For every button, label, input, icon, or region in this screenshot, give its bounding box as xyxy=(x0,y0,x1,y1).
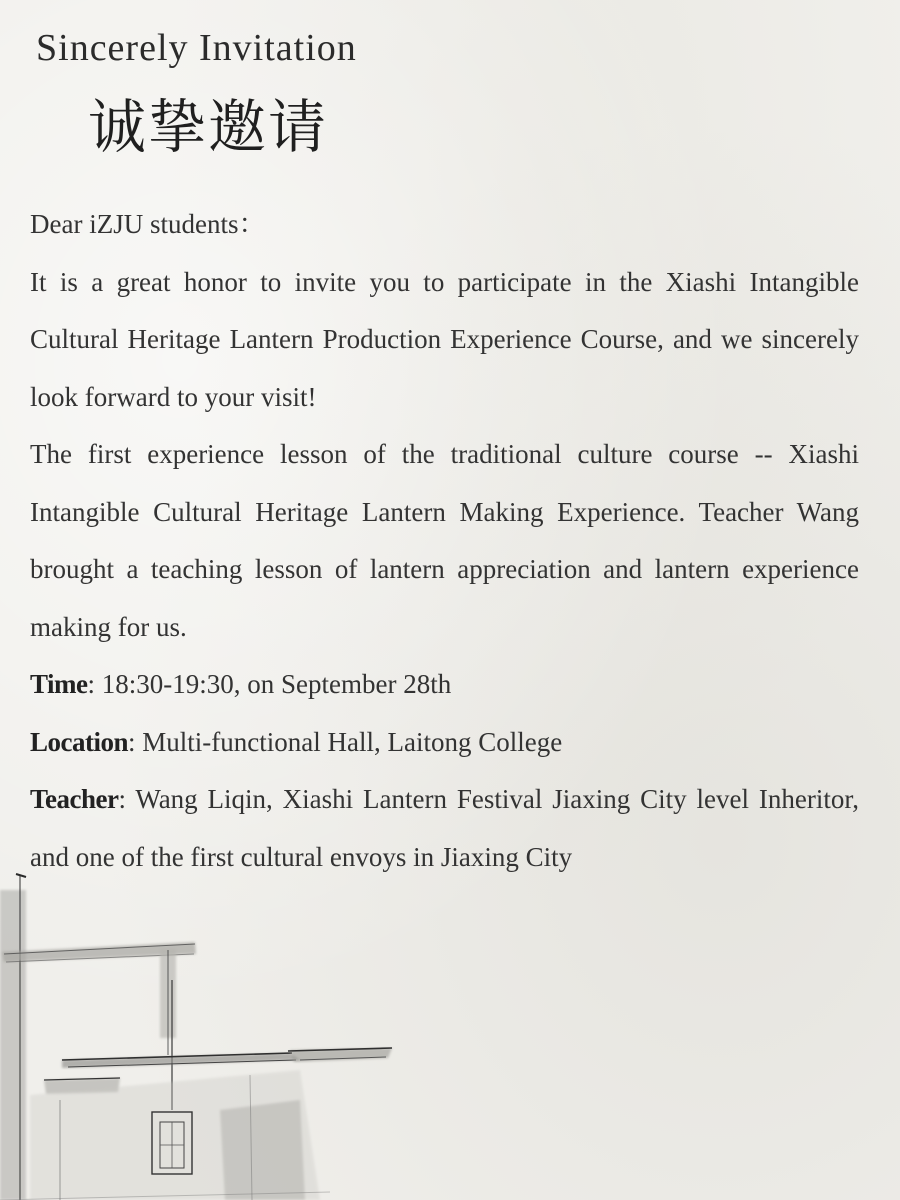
greeting: Dear iZJU students： xyxy=(30,209,266,239)
page-title-chinese: 诚挚邀请 xyxy=(88,93,329,161)
intro-paragraph: It is a great honor to invite you to participate in the Xiashi Intangible Cultural Heritage Lantern Production Experience Course, and we sincerely look forward to your visit! xyxy=(30,266,859,412)
time-line xyxy=(30,656,859,714)
time-value: : 18:30-19:30, on September 28th xyxy=(87,669,452,699)
ink-architecture-illustration xyxy=(0,870,420,1200)
teacher-line xyxy=(30,771,859,886)
location-value: : Multi-functional Hall, Laitong College xyxy=(128,726,563,757)
invitation-letter xyxy=(30,196,859,886)
location-label: Location xyxy=(30,726,129,757)
location-line xyxy=(30,714,859,772)
page-title-english: Sincerely Invitation xyxy=(36,27,357,69)
teacher-label: Teacher xyxy=(30,784,119,814)
course-paragraph: The first experience lesson of the traditional culture course -- Xiashi Intangible Cultural Heritage Lantern Making Experience. Teacher Wang brought a teaching lesson of lantern appreciation and lantern experience making for us. xyxy=(30,439,859,642)
teacher-value: : Wang Liqin, Xiashi Lantern Festival Jiaxing City level Inheritor, and one of the first cultural envoys in Jiaxing City xyxy=(30,784,859,872)
time-label: Time xyxy=(30,669,88,699)
